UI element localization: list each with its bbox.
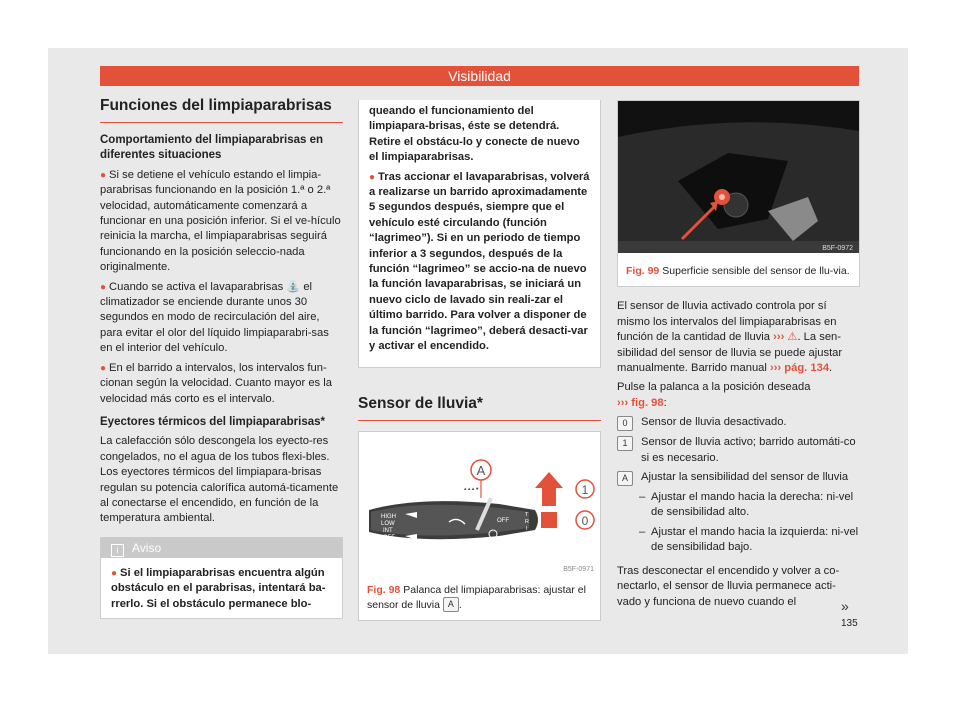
figure-caption: Fig. 98 Palanca del limpiaparabrisas: ajustar el sensor de lluvia A . [367, 583, 586, 611]
paragraph-heated-nozzles: La calefacción sólo descongela los eyecto-res congelados, no el agua de los tubos flexi-bles. Los eyectores térmicos del limpiapara-brisas regulan su potencia calorífica automá-ticamente al conectarse el encendido, en función de la temperatura ambiental. [100, 435, 339, 525]
bullet-icon: ● [111, 567, 118, 579]
column-2 [358, 100, 601, 621]
figure-reference[interactable]: ››› fig. 98 [617, 396, 664, 409]
list-item: A Ajustar la sensibilidad del sensor de lluvia [617, 470, 860, 486]
info-icon: i [111, 544, 124, 557]
list-item: 1 Sensor de lluvia activo; barrido automáti-co si es necesario. [617, 435, 860, 466]
continue-icon: » [841, 598, 849, 614]
subhead-wiper-behaviour: Comportamiento del limpiaparabrisas en diferentes situaciones [100, 134, 324, 162]
bullet-item: ● Cuando se activa el lavaparabrisas ⛲ el climatizador se enciende durante unos 30 segundos en modo de recirculación del aire, para evitar el olor del líquido limpiaparabri-sas en el interior del vehículo. [100, 280, 329, 355]
figure-code: B5F-0971 [563, 565, 594, 573]
page-reference[interactable]: ››› pág. 134 [769, 362, 830, 375]
notice-continuation: queando el funcionamiento del limpiapara-brisas, éste se detendrá. Retire el obstácu-lo y conecte de nuevo el limpiaparabrisas. ● Tras accionar el lavaparabrisas, volverá a realizarse un barrido aproximadamente 5 segundos después, siempre que el vehículo esté circulando (función “lagrimeo”). Si en un periodo de tiempo inferior a 3 segundos, después de la función “lagrimeo” se accio-na de nuevo la función lavaparabrisas, se iniciará un nuevo ciclo de lavado sin reali-zar el último barrido. Para volver a disponer de la función “lagrimeo”, deberá desacti-var y activar el encendido. [358, 100, 601, 368]
item-badge: 0 [617, 416, 633, 431]
figure-99 [617, 100, 860, 287]
bullet-item: ● Si se detiene el vehículo estando el limpia-parabrisas funcionando en la posición 1.ª o 2.ª velocidad, automáticamente comenzará a funcionar en una posición inferior. Si el ve-hículo reinicia la marcha, el limpiaparabrisas seguirá funcionando en la posición seleccio-nada originalmente. [100, 168, 341, 274]
bullet-item: ● En el barrido a intervalos, los intervalos fun-cionan según la velocidad. Cuanto mayor es la velocidad más corto es el intervalo. [100, 361, 332, 405]
lever-label-off: OFF [383, 534, 395, 541]
bullet-icon: ● [100, 281, 107, 293]
lever-label-int: INT [383, 527, 393, 534]
section-title-rain-sensor: Sensor de lluvia* [358, 394, 601, 421]
callout-label-a: A [476, 462, 486, 478]
figure-caption: Fig. 99 Superficie sensible del sensor de llu-via. [626, 265, 850, 278]
callout-label-0: 0 [581, 513, 589, 528]
lever-label-low: LOW [381, 520, 395, 527]
notice-header: i Aviso [101, 538, 342, 558]
column-1 [100, 96, 343, 619]
trip-letter: I [526, 525, 528, 532]
caption-badge-a: A [443, 597, 459, 612]
wiper-lever-illustration [359, 432, 600, 572]
rain-sensor-photo [618, 101, 859, 253]
position-0-square-icon [541, 512, 557, 528]
bullet-icon: ● [100, 362, 107, 374]
off-label: OFF [497, 517, 509, 524]
cross-reference[interactable]: ››› [773, 331, 785, 344]
sub-list-item: – Ajustar el mando hacia la izquierda: ni-vel de sensibilidad bajo. [639, 525, 859, 554]
item-badge: A [617, 471, 633, 486]
notice-box [100, 537, 343, 619]
figure-98 [358, 431, 601, 621]
lever-label-1x: 1X [385, 541, 393, 548]
rain-drops-icon: ▴ ▴ ▴ ● [464, 485, 479, 492]
section-title-wiper-functions: Funciones del limpiaparabrisas [100, 96, 343, 123]
subhead-heated-nozzles: Eyectores térmicos del limpiaparabrisas* [100, 415, 325, 428]
list-item: 0 Sensor de lluvia desactivado. [617, 415, 860, 431]
trip-letter: P [525, 532, 529, 539]
chapter-header: Visibilidad [100, 66, 859, 86]
column-3 [617, 100, 860, 614]
lever-label-high: HIGH [381, 513, 396, 520]
bullet-item: ● Tras accionar el lavaparabrisas, volverá a realizarse un barrido aproximadamente 5 segundos después, siempre que el vehículo esté circulando (función “lagrimeo”). Si en un periodo de tiempo inferior a 3 segundos, después de la función “lagrimeo” se accio-na de nuevo la función lavaparabrisas, se iniciará un nuevo ciclo de lavado sin reali-zar el último barrido. Para volver a disponer de la función “lagrimeo”, deberá desacti-var y activar el encendido. [369, 170, 590, 353]
callout-label-1: 1 [581, 482, 589, 497]
page-number: 135 [841, 618, 858, 629]
reset-label: OK/RESET [431, 547, 462, 554]
bullet-icon: ● [100, 169, 107, 181]
sub-list-item: – Ajustar el mando hacia la derecha: ni-vel de sensibilidad alto. [639, 491, 854, 519]
trip-letter: T [525, 511, 529, 518]
notice-body: ● Si el limpiaparabrisas encuentra algún obstáculo en el parabrisas, intentará ba-rrerlo. Si el obstáculo permanece blo- [111, 566, 326, 610]
warning-icon: ⚠ [787, 331, 798, 344]
figure-code: B5F-0972 [822, 245, 853, 252]
paragraph-rain-sensor: El sensor de lluvia activado controla por sí mismo los intervalos del limpiaparabrisas en función de la cantidad de lluvia ››› ⚠. La sen-sibilidad del sensor de lluvia se puede ajustar manualmente. Barrido manual ››› pág. 134. [617, 300, 843, 375]
bullet-icon: ● [369, 171, 376, 183]
paragraph-press-lever: Pulse la palanca a la posición deseada ››› fig. 98: [617, 381, 811, 409]
item-badge: 1 [617, 436, 633, 451]
trip-letter: R [525, 518, 529, 525]
paragraph-after-ignition: Tras desconectar el encendido y volver a co-nectarlo, el sensor de lluvia permanece acti-vado y funciona de nuevo cuando el [617, 564, 840, 608]
